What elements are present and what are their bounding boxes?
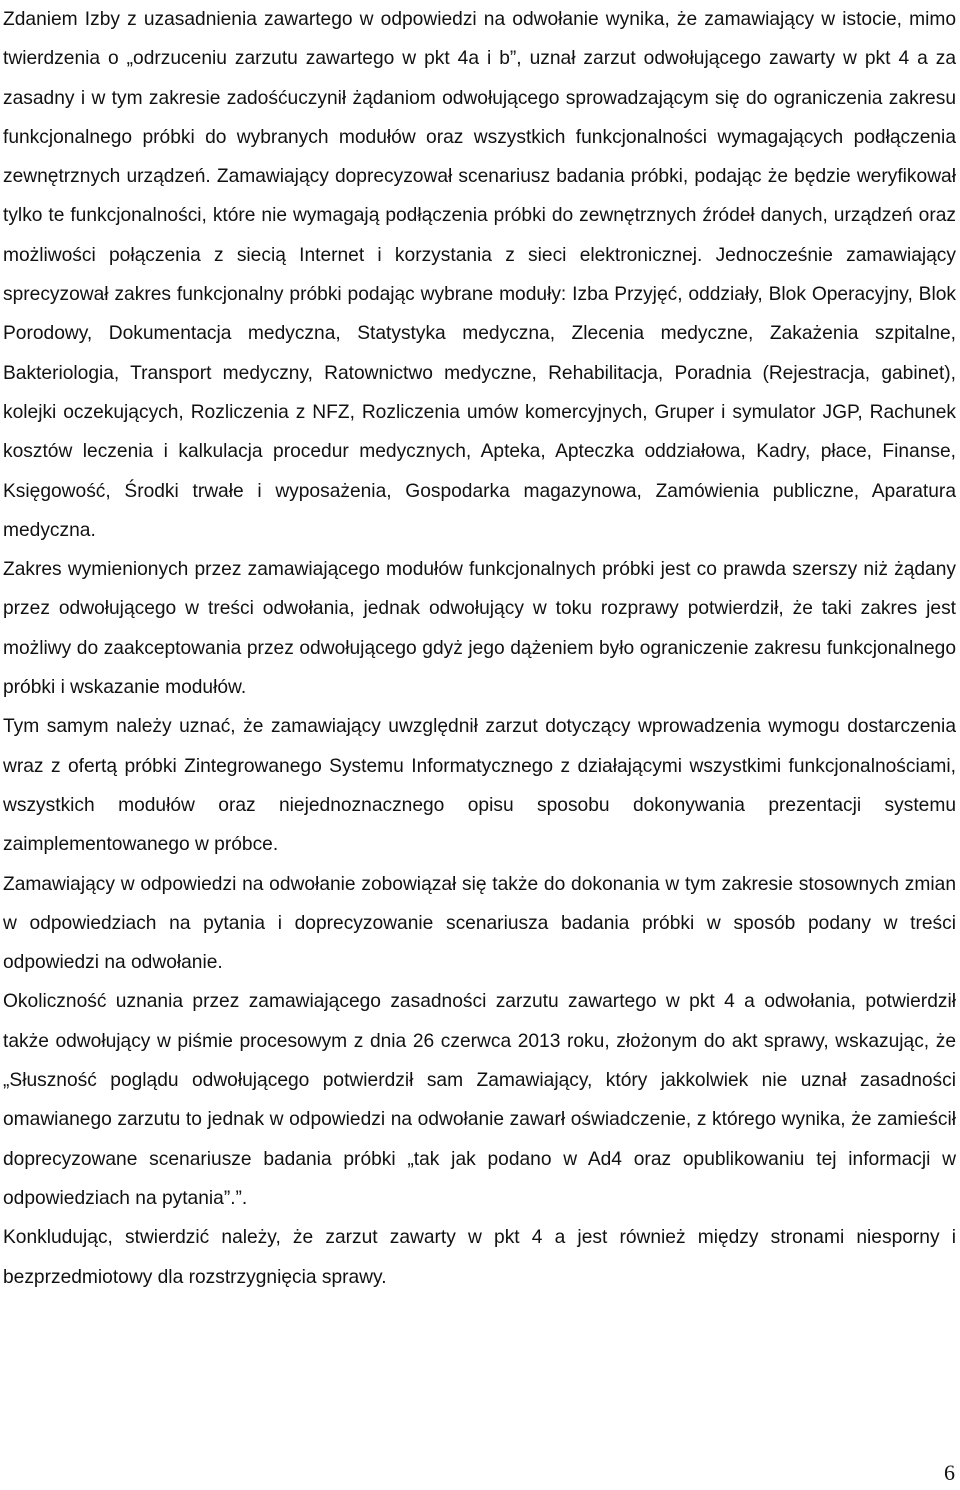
paragraph-2: Zakres wymienionych przez zamawiającego modułów funkcjonalnych próbki jest co prawda szerszy niż żądany przez odwołującego w treści odwołania, jednak odwołujący w toku rozprawy potwierdził, że taki zakres jest możliwy do zaakceptowania przez odwołującego gdyż jego dążeniem było ograniczenie zakresu funkcjonalnego próbki i wskazanie modułów. [3,559,956,699]
paragraph-1: Zdaniem Izby z uzasadnienia zawartego w odpowiedzi na odwołanie wynika, że zamawiający w istocie, mimo twierdzenia o „odrzuceniu zarzutu zawartego w pkt 4a i b”, uznał zarzut odwołującego zawarty w pkt 4 a za zasadny i w tym zakresie zadośćuczynił żądaniom odwołującego sprowadzającym się do ograniczenia zakresu funkcjonalnego próbki do wybranych modułów oraz wszystkich funkcjonalności wymagających podłączenia zewnętrznych urządzeń. Zamawiający doprecyzował scenariusz badania próbki, podając że będzie weryfikował tylko te funkcjonalności, które nie wymagają podłączenia próbki do zewnętrznych źródeł danych, urządzeń oraz możliwości połączenia z siecią Internet i korzystania z sieci elektronicznej. Jednocześnie zamawiający sprecyzował zakres funkcjonalny próbki podając wybrane moduły: Izba Przyjęć, oddziały, Blok Operacyjny, Blok Porodowy, Dokumentacja medyczna, Statystyka medyczna, Zlecenia medyczne, Zakażenia szpitalne, Bakteriologia, Transport medyczny, Ratownictwo medyczne, Rehabilitacja, Poradnia (Rejestracja, gabinet), kolejki oczekujących, Rozliczenia z NFZ, Rozliczenia umów komercyjnych, Gruper i symulator JGP, Rachunek kosztów leczenia i kalkulacja procedur medycznych, Apteka, Apteczka oddziałowa, Kadry, płace, Finanse, Księgowość, Środki trwałe i wyposażenia, Gospodarka magazynowa, Zamówienia publiczne, Aparatura medyczna. [3,9,956,541]
document-body [3,0,956,1297]
paragraph-6: Konkludując, stwierdzić należy, że zarzut zawarty w pkt 4 a jest również między stronami niesporny i bezprzedmiotowy dla rozstrzygnięcia sprawy. [3,1227,956,1288]
paragraph-4: Zamawiający w odpowiedzi na odwołanie zobowiązał się także do dokonania w tym zakresie stosownych zmian w odpowiedziach na pytania i doprecyzowanie scenariusza badania próbki w sposób podany w treści odpowiedzi na odwołanie. [3,873,956,974]
paragraph-5: Okoliczność uznania przez zamawiającego zasadności zarzutu zawartego w pkt 4 a odwołania, potwierdził także odwołujący w piśmie procesowym z dnia 26 czerwca 2013 roku, złożonym do akt sprawy, wskazując, że „Słuszność poglądu odwołującego potwierdził sam Zamawiający, który jakkolwiek nie uznał zasadności omawianego zarzutu to jednak w odpowiedzi na odwołanie zawarł oświadczenie, z którego wynika, że zamieścił doprecyzowane scenariusze badania próbki „tak jak podano w Ad4 oraz opublikowaniu tej informacji w odpowiedziach na pytania”.”. [3,991,956,1209]
page-number: 6 [944,1460,955,1485]
paragraph-3: Tym samym należy uznać, że zamawiający uwzględnił zarzut dotyczący wprowadzenia wymogu dostarczenia wraz z ofertą próbki Zintegrowanego Systemu Informatycznego z działającymi wszystkimi funkcjonalnościami, wszystkich modułów oraz niejednoznacznego opisu sposobu dokonywania prezentacji systemu zaimplementowanego w próbce. [3,716,956,856]
